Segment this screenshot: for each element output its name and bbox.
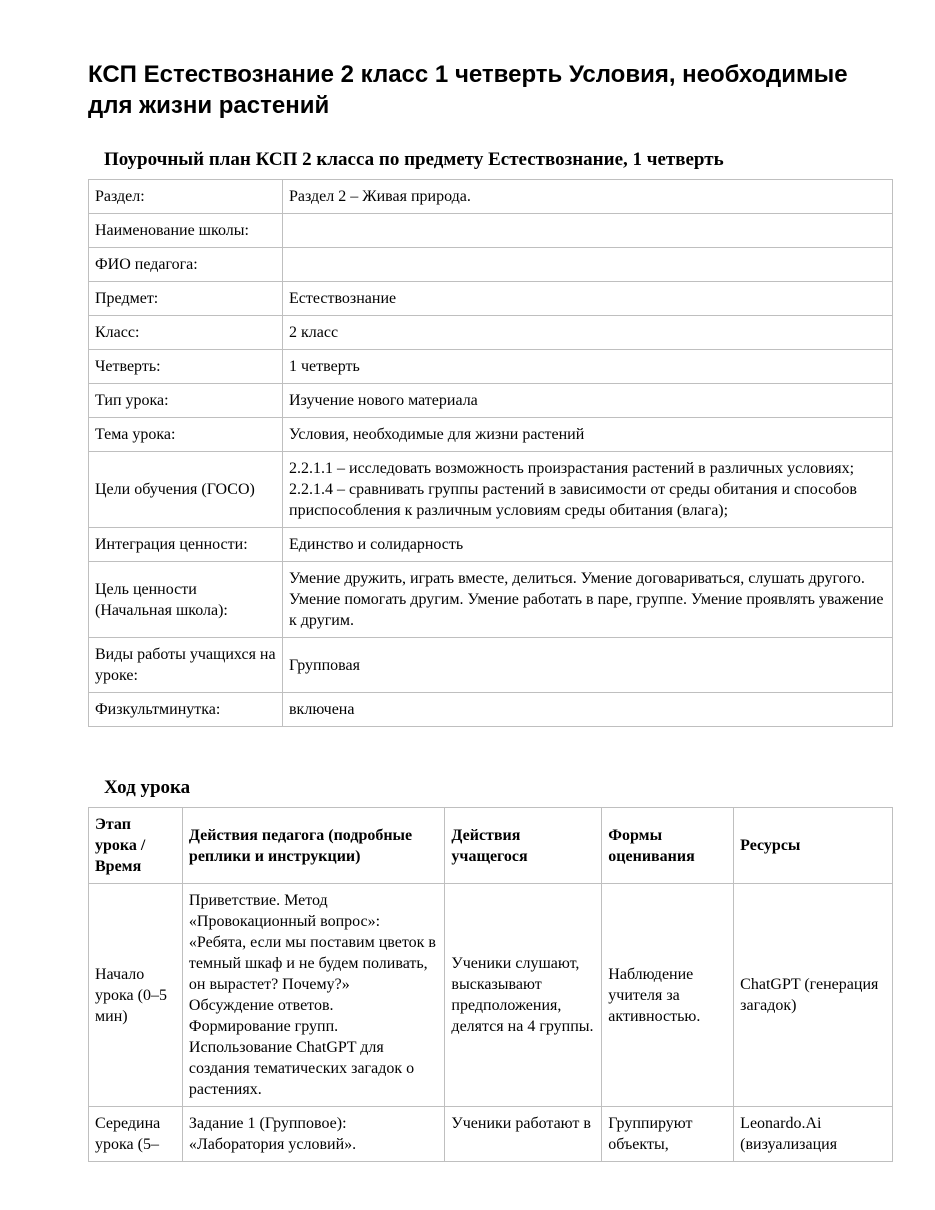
info-key: Класс: — [89, 316, 283, 350]
lesson-course-table — [88, 807, 893, 1162]
course-cell-text: Середина урока (5– — [95, 1115, 161, 1153]
info-row — [89, 562, 893, 638]
course-row — [89, 884, 893, 1107]
info-value: включена — [283, 693, 893, 727]
info-key: Интеграция ценности: — [89, 528, 283, 562]
info-row — [89, 350, 893, 384]
info-value: 1 четверть — [283, 350, 893, 384]
info-key: Четверть: — [89, 350, 283, 384]
course-header-cell: Действия учащегося — [445, 808, 602, 884]
info-row — [89, 180, 893, 214]
info-value: Раздел 2 – Живая природа. — [283, 180, 893, 214]
course-cell — [602, 1107, 734, 1162]
lesson-info-table — [88, 179, 893, 727]
info-row — [89, 638, 893, 693]
course-cell-text: Задание 1 (Групповое): «Лаборатория условий». — [188, 1115, 357, 1153]
course-header-cell: Этап урока / Время — [89, 808, 183, 884]
plan-heading: Поурочный план КСП 2 класса по предмету Естествознание, 1 четверть — [104, 149, 724, 170]
info-key: Наименование школы: — [89, 214, 283, 248]
course-cell-text: Leonardo.Ai (визуализация — [740, 1115, 838, 1153]
course-row — [89, 1107, 893, 1162]
info-value: Изучение нового материала — [283, 384, 893, 418]
info-row — [89, 452, 893, 528]
info-key: Предмет: — [89, 282, 283, 316]
course-cell — [182, 1107, 445, 1162]
course-cell-text: Группируют объекты, — [608, 1115, 693, 1153]
info-value: Групповая — [283, 638, 893, 693]
course-cell: Приветствие. Метод «Провокационный вопрос»: «Ребята, если мы поставим цветок в темный шкаф и не будем поливать, он вырастет? Почему?» Обсуждение ответов. Формирование групп. Использование ChatGPT для создания тематических загадок о растениях. — [182, 884, 445, 1107]
course-cell: Начало урока (0–5 мин) — [89, 884, 183, 1107]
info-key: Тип урока: — [89, 384, 283, 418]
info-value: 2 класс — [283, 316, 893, 350]
info-value: Единство и солидарность — [283, 528, 893, 562]
course-cell: ChatGPT (генерация загадок) — [734, 884, 893, 1107]
info-row — [89, 693, 893, 727]
course-cell: Наблюдение учителя за активностью. — [602, 884, 734, 1107]
info-row — [89, 528, 893, 562]
info-key: Физкультминутка: — [89, 693, 283, 727]
info-row — [89, 384, 893, 418]
info-key: Цели обучения (ГОСО) — [89, 452, 283, 528]
info-value: Условия, необходимые для жизни растений — [283, 418, 893, 452]
info-row — [89, 282, 893, 316]
info-value: Умение дружить, играть вместе, делиться. Умение договариваться, слушать другого. Умение помогать другим. Умение работать в паре, группе. Умение проявлять уважение к другим. — [283, 562, 893, 638]
info-row — [89, 248, 893, 282]
course-cell — [89, 1107, 183, 1162]
info-value: Естествознание — [283, 282, 893, 316]
info-key: Раздел: — [89, 180, 283, 214]
course-header-cell: Формы оценивания — [602, 808, 734, 884]
course-cell — [734, 1107, 893, 1162]
course-header-row — [89, 808, 893, 884]
info-value — [283, 248, 893, 282]
info-row — [89, 214, 893, 248]
course-heading: Ход урока — [104, 777, 191, 798]
info-key: Виды работы учащихся на уроке: — [89, 638, 283, 693]
document-title: КСП Естествознание 2 класс 1 четверть Условия, необходимые для жизни растений — [88, 61, 848, 119]
course-cell: Ученики слушают, высказывают предположения, делятся на 4 группы. — [445, 884, 602, 1107]
info-value — [283, 214, 893, 248]
info-row — [89, 316, 893, 350]
info-row — [89, 418, 893, 452]
course-cell — [445, 1107, 602, 1162]
info-key: ФИО педагога: — [89, 248, 283, 282]
course-header-cell: Ресурсы — [734, 808, 893, 884]
info-key: Тема урока: — [89, 418, 283, 452]
course-header-cell: Действия педагога (подробные реплики и инструкции) — [182, 808, 445, 884]
info-value: 2.2.1.1 – исследовать возможность произрастания растений в различных условиях; 2.2.1.4 – сравнивать группы растений в зависимости от среды обитания и способов приспособления к различным условиям среды обитания (влага); — [283, 452, 893, 528]
info-key: Цель ценности (Начальная школа): — [89, 562, 283, 638]
course-cell-text: Ученики работают в — [451, 1115, 591, 1132]
